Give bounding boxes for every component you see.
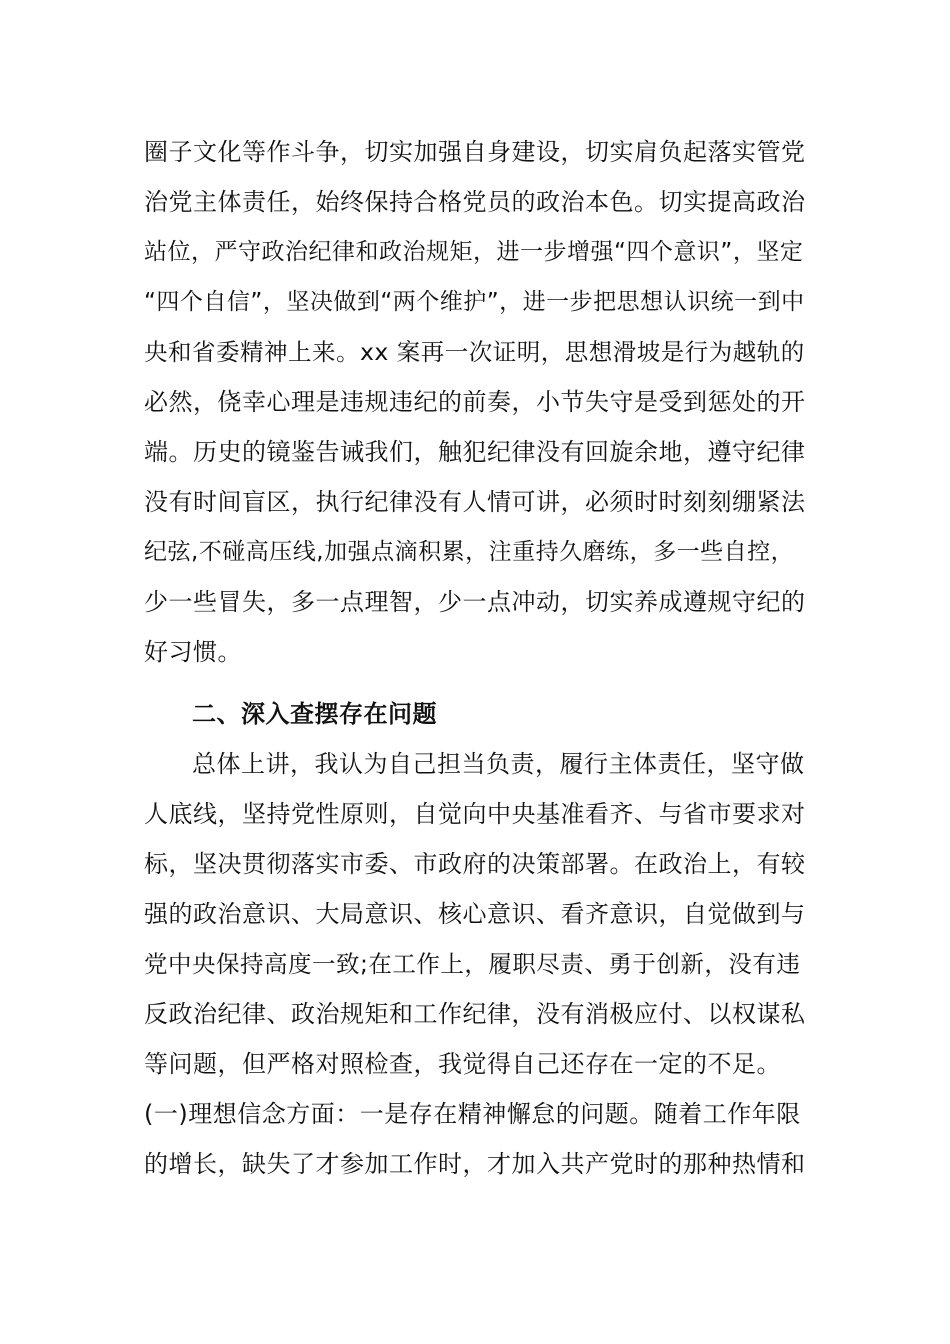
paragraph-line: 总体上讲，我认为自己担当负责，履行主体责任，坚守做 xyxy=(192,750,805,778)
paragraph-line: 反政治纪律、政治规矩和工作纪律，没有消极应付、以权谋私 xyxy=(144,1000,806,1028)
paragraph-line: 纪弦,不碰高压线,加强点滴积累，注重持久磨练，多一些自控， xyxy=(144,539,795,565)
paragraph-line: “四个自信”，坚决做到“两个维护”，进一步把思想认识统一到中 xyxy=(144,289,805,315)
paragraph-line: 治党主体责任，始终保持合格党员的政治本色。切实提高政治 xyxy=(144,188,806,216)
paragraph-line: 央和省委精神上来。xx 案再一次证明，思想滑坡是行为越轨的 xyxy=(144,338,805,366)
paragraph-line: 没有时间盲区，执行纪律没有人情可讲，必须时时刻刻绷紧法 xyxy=(144,488,806,516)
paragraph-line: 端。历史的镜鉴告诫我们，触犯纪律没有回旋余地，遵守纪律 xyxy=(144,438,806,466)
paragraph-line: 党中央保持高度一致;在工作上，履职尽责、勇于创新，没有违 xyxy=(144,950,801,978)
paragraph-line: 等问题，但严格对照检查，我觉得自己还存在一定的不足。 xyxy=(144,1050,781,1078)
paragraph-line: 强的政治意识、大局意识、核心意识、看齐意识，自觉做到与 xyxy=(144,900,806,928)
paragraph-line: (一)理想信念方面：一是存在精神懈怠的问题。随着工作年限 xyxy=(144,1100,801,1128)
paragraph-line: 的增长，缺失了才参加工作时，才加入共产党时的那种热情和 xyxy=(144,1150,806,1178)
paragraph-line: 少一些冒失，多一点理智，少一点冲动，切实养成遵规守纪的 xyxy=(144,588,806,616)
paragraph-line: 人底线，坚持党性原则，自觉向中央基准看齐、与省市要求对 xyxy=(144,800,806,828)
paragraph-line: 站位，严守政治纪律和政治规矩，进一步增强“四个意识”，坚定 xyxy=(144,239,804,265)
paragraph-line: 必然，侥幸心理是违规违纪的前奏，小节失守是受到惩处的开 xyxy=(144,388,806,416)
paragraph-line: 标，坚决贯彻落实市委、市政府的决策部署。在政治上，有较 xyxy=(144,850,806,878)
paragraph-line: 好习惯。 xyxy=(144,638,242,666)
section-heading: 二、深入查摆存在问题 xyxy=(192,700,437,728)
paragraph-line: 圈子文化等作斗争，切实加强自身建设，切实肩负起落实管党 xyxy=(144,138,806,166)
